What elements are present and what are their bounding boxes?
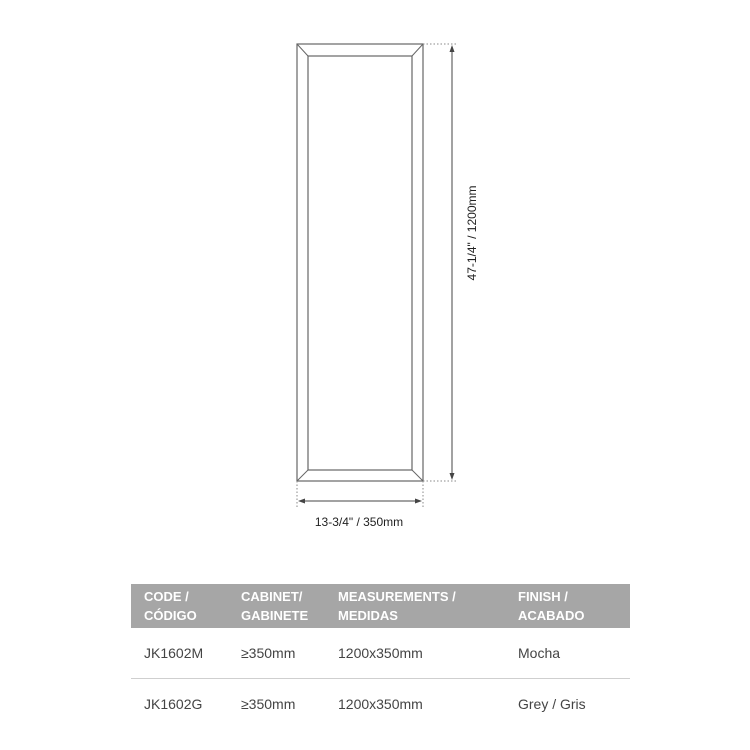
bevel-line	[412, 44, 423, 56]
cell-measurements: 1200x350mm	[338, 696, 423, 712]
spec-table	[131, 584, 630, 729]
cell-code: JK1602M	[131, 628, 228, 679]
spec-table-header	[131, 584, 630, 628]
width-arrow-left	[298, 499, 305, 504]
cell-cabinet: ≥350mm	[228, 628, 325, 679]
panel-inner-frame	[308, 56, 412, 470]
height-arrow-top	[450, 45, 455, 52]
header-cabinet: CABINET/ GABINETE	[228, 584, 325, 628]
bevel-line	[297, 470, 308, 481]
width-arrow-right	[415, 499, 422, 504]
height-label: 47-1/4" / 1200mm	[465, 185, 479, 281]
table-row	[131, 628, 630, 679]
header-code: CODE / CÓDIGO	[131, 584, 228, 628]
panel-outer-frame	[297, 44, 423, 481]
cell-finish: Grey / Gris	[518, 696, 586, 712]
cell-code: JK1602G	[144, 696, 203, 712]
table-row	[131, 679, 630, 730]
width-label: 13-3/4" / 350mm	[314, 515, 404, 529]
cell-measurements: 1200x350mm	[325, 628, 505, 679]
header-finish: FINISH / ACABADO	[505, 584, 630, 628]
bevel-line	[297, 44, 308, 56]
height-arrow-bottom	[450, 473, 455, 480]
cell-finish: Mocha	[505, 628, 630, 679]
header-measurements: MEASUREMENTS / MEDIDAS	[325, 584, 505, 628]
bevel-line	[412, 470, 423, 481]
cell-cabinet: ≥350mm	[241, 696, 296, 712]
